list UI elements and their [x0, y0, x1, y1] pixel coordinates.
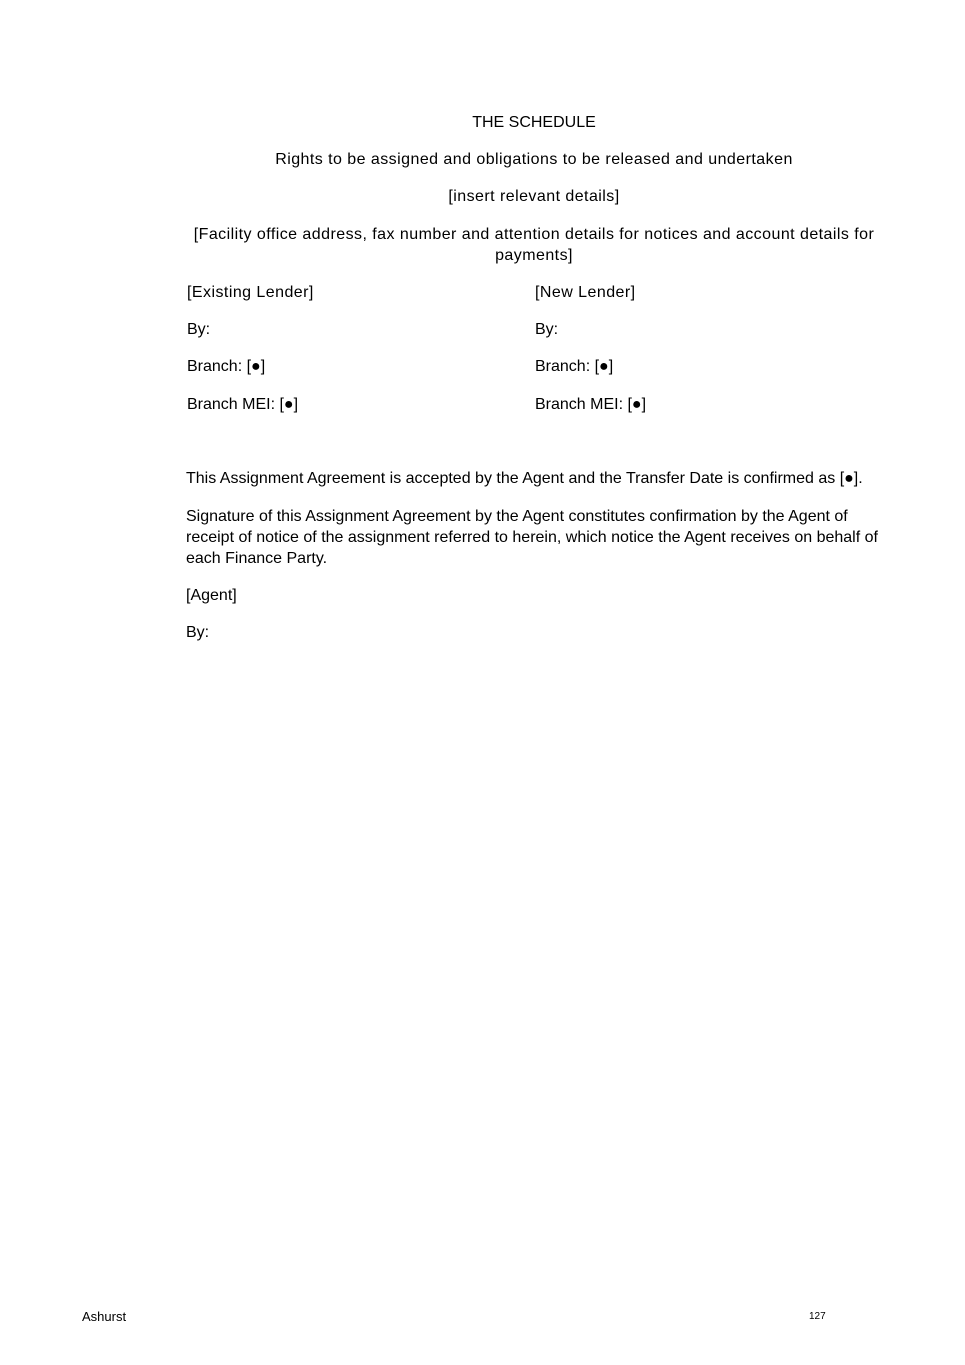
- footer-page-number: 127: [809, 1311, 826, 1322]
- agent-confirmation-text: Signature of this Assignment Agreement by the Agent constitutes confirmation by the Agent of receipt of notice of the assignment referred to herein, which notice the Agent receives on behalf of each Finance Party.: [186, 508, 878, 567]
- schedule-title: THE SCHEDULE: [472, 114, 596, 131]
- footer-firm: Ashurst: [82, 1309, 127, 1324]
- new-lender-name: [New Lender]: [535, 284, 636, 301]
- new-lender-branch: Branch: [●]: [535, 358, 614, 375]
- facility-note: [Facility office address, fax number and attention details for notices and account details for payments]: [193, 226, 875, 264]
- agent-by: By:: [186, 624, 210, 641]
- existing-lender-by: By:: [187, 321, 211, 338]
- details-placeholder: [insert relevant details]: [448, 188, 620, 205]
- existing-lender-branch-mei: Branch MEI: [●]: [187, 396, 299, 413]
- existing-lender-name: [Existing Lender]: [187, 284, 314, 301]
- new-lender-branch-mei: Branch MEI: [●]: [535, 396, 647, 413]
- agent-acceptance-text: This Assignment Agreement is accepted by the Agent and the Transfer Date is confirmed as [●].: [186, 470, 863, 487]
- new-lender-by: By:: [535, 321, 559, 338]
- schedule-subtitle: Rights to be assigned and obligations to be released and undertaken: [275, 151, 793, 168]
- existing-lender-branch: Branch: [●]: [187, 358, 266, 375]
- agent-name: [Agent]: [186, 587, 237, 604]
